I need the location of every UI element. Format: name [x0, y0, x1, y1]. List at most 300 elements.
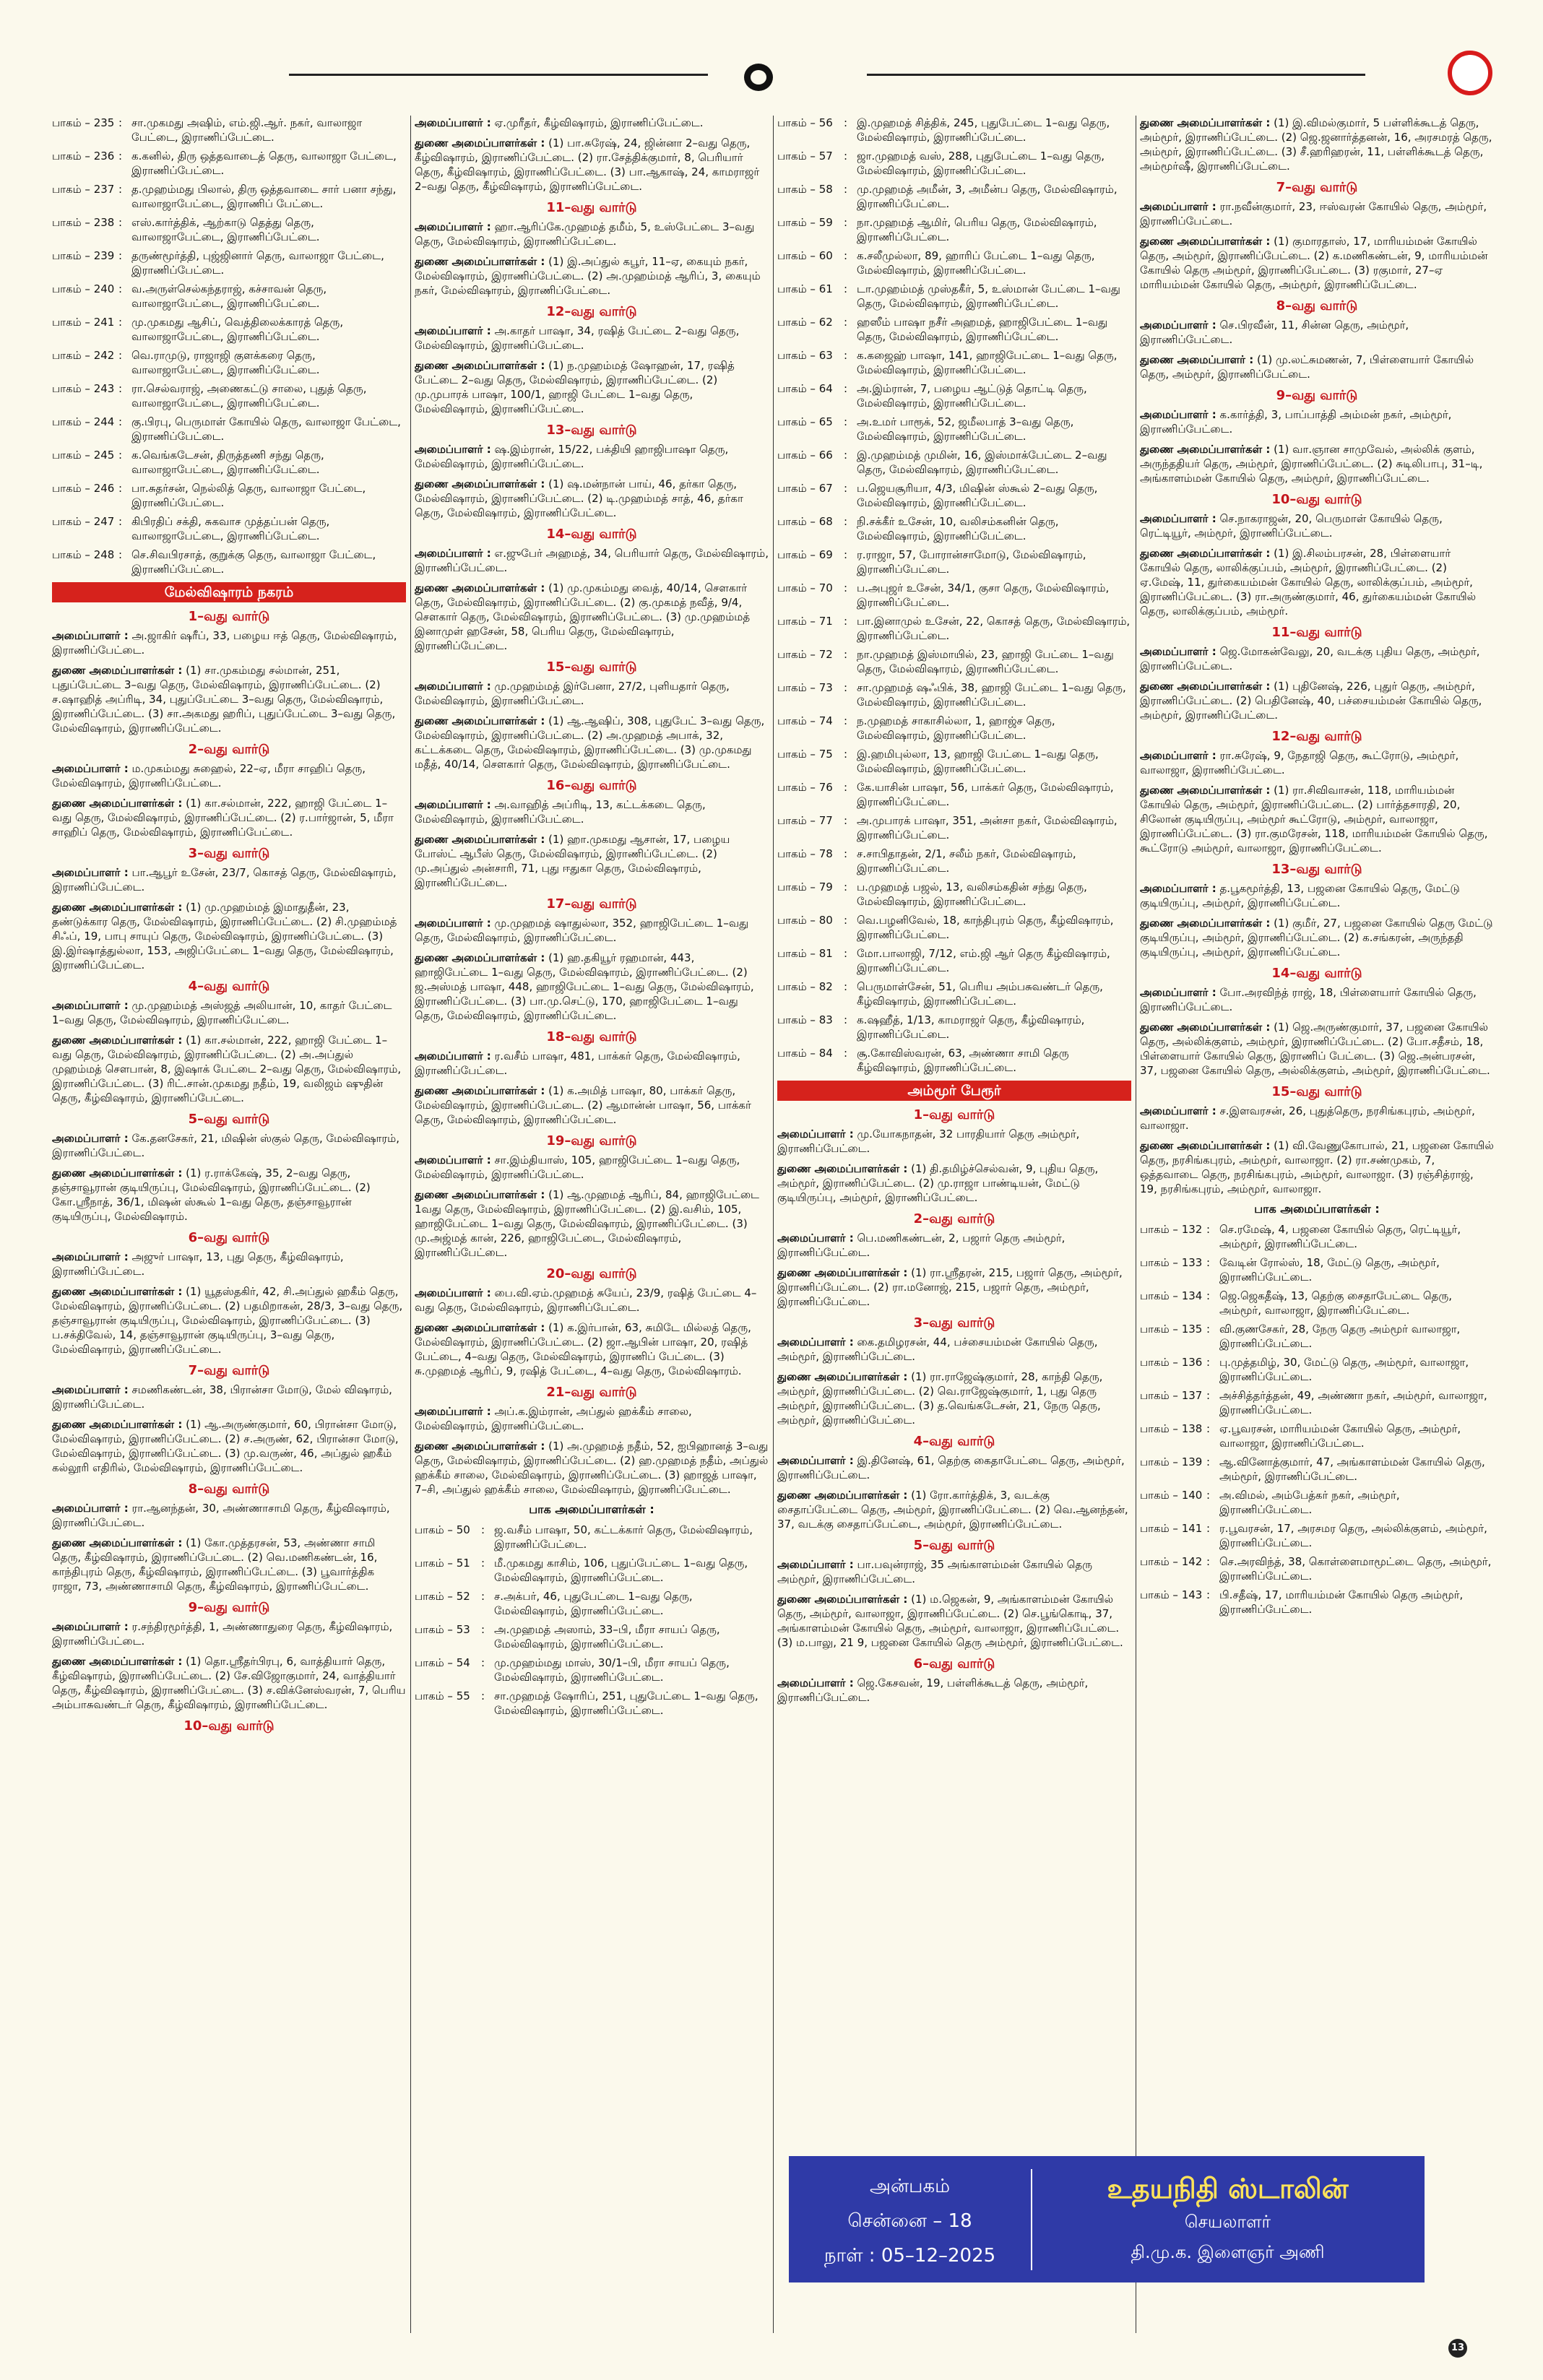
deputy-entry-value: (1) இ.சிலம்பரசன், 28, பிள்ளையார் கோயில் தெரு, லாலிக்குப்பம், அம்மூர், இராணிப்பேட்டை. (2) ஏ.மேஷ், 11, துர்கையம்மன் கோயில் தெரு, லாலிக்குப்பம், அம்மூர், இராணிப்பேட்டை. (3) ரா.அருண்குமார், 46, துர்கையம்மன் கோயில் தெரு, லாலிக்குப்பம், அம்மூர். — [1140, 547, 1477, 618]
organiser-entry-label: அமைப்பாளர் : — [1140, 319, 1216, 332]
organiser-entry-label: அமைப்பாளர் : — [1140, 645, 1216, 658]
deputy-entry-label: துணை அமைப்பாளர்கள் : — [415, 581, 545, 594]
booth-number: பாகம் – 75 — [777, 748, 833, 761]
ward-title: 13–வது வார்டு — [1271, 862, 1362, 877]
organiser-entry — [1140, 1104, 1494, 1133]
organiser-entry-label: அமைப்பாளர் : — [52, 1502, 129, 1515]
page-header — [51, 22, 1492, 116]
booth-number: பாகம் – 245 — [52, 449, 115, 462]
organiser-entry-value: ச.இளவரசன், 26, புதுத்தெரு, நரசிங்கபுரம், அம்மூர், வாலாஜா. — [1140, 1104, 1475, 1132]
organiser-entry-value: ரா.சுரேஷ், 9, நேதாஜி தெரு, கூட்ரோடு, அம்மூர், வாலாஜா, இராணிப்பேட்டை. — [1140, 749, 1459, 776]
ward-title: 17–வது வார்டு — [546, 896, 637, 912]
booth-row — [52, 182, 406, 211]
organiser-entry — [777, 1127, 1131, 1156]
organiser-entry — [415, 220, 769, 248]
deputy-entry — [1140, 546, 1494, 618]
organiser-entry-value: ம.முகம்மது சுஹைல், 22–ஏ, மீரா சாஹிப் தெரு, மேல்விஷாரம், இராணிப்பேட்டை. — [52, 762, 366, 789]
booth-text: ரா.செல்வராஜ், அணைகட்டு சாலை, புதுத் தெரு, வாலாஜாபேட்டை, இராணிப்பேட்டை. — [131, 382, 367, 410]
organiser-entry — [52, 1501, 406, 1530]
booth-number: பாகம் – 81 — [777, 947, 833, 960]
booth-separator: : — [481, 1557, 485, 1570]
booth-separator: : — [1206, 1522, 1211, 1535]
booth-separator: : — [844, 415, 848, 428]
deputy-entry-value: (1) க.இர்பான், 63, சுமிடே மில்லத் தெரு, மேல்விஷாரம், இராணிப்பேட்டை. (2) ஜா.ஆபின் பாஷா, 20, ரஷித் பேட்டை, 4–வது தெரு, மேல்விஷாரம், இராணிப் பேட்டை. (3) சு.முஹமத் ஆரிப், 9, ரஷித் பேட்டை, 4–வது தெரு, மேல்விஷாரம். — [415, 1321, 751, 1377]
deputy-entry-label: துணை அமைப்பாளர் : — [1140, 353, 1254, 366]
organiser-entry-value: சா.இம்தியாஸ், 105, ஹாஜிபேட்டை 1–வது தெரு, மேல்விஷாரம், இராணிப்பேட்டை. — [415, 1154, 740, 1181]
booth-separator: : — [1206, 1455, 1211, 1468]
ward-title: 2–வது வார்டு — [913, 1211, 995, 1226]
organiser-entry-value: பா.பவுன்ராஜ், 35 அங்காளம்மன் கோயில் தெரு அம்மூர், இராணிப்பேட்டை. — [777, 1558, 1093, 1585]
booth-number: பாகம் – 72 — [777, 648, 833, 661]
booth-separator: : — [1206, 1289, 1211, 1302]
header-rule-left — [289, 74, 708, 76]
sign-signatory — [1031, 2156, 1425, 2282]
deputy-entry — [415, 1320, 769, 1378]
booth-separator: : — [118, 482, 123, 495]
booth-text: டா.முஹம்மத் முஸ்தகீர், 5, உஸ்மான் பேட்டை 1–வது தெரு, மேல்விஷாரம், இராணிப்பேட்டை. — [857, 282, 1120, 310]
booth-number: பாகம் – 243 — [52, 382, 115, 395]
booth-row — [777, 647, 1131, 676]
ward-title: 18–வது வார்டு — [546, 1029, 637, 1044]
deputy-entry-value: (1) மு.முஹம்மத் இமாதுதீன், 23, தண்டுக்கார தெரு, மேல்விஷாரம், இராணிப்பேட்டை. (2) சி.முஹம்மத் சிஃப், 19, பாபு சாயுப் தெரு, மேல்விஷாரம், இராணிப்பேட்டை. (3) இ.இர்ஷாத்துல்லா, 153, அஜிப்பேட்டை 1–வது தெரு, மேல்விஷாரம், இராணிப்பேட்டை. — [52, 901, 397, 972]
booth-text: ப.முஹமத் பஜல், 13, வலிசம்கதின் சந்து தெரு, மேல்விஷாரம், இராணிப்பேட்டை. — [857, 880, 1087, 908]
booth-text: சா.முஹமத் ஷஃபிக், 38, ஹாஜி பேட்டை 1–வது தெரு, மேல்விஷாரம், இராணிப்பேட்டை. — [857, 681, 1126, 709]
booth-text: ஹஸீம் பாஷா நசீர் அஹமத், ஹாஜிபேட்டை 1–வது தெரு, மேல்விஷாரம், இராணிப்பேட்டை. — [857, 316, 1108, 343]
deputy-entry-label: துணை அமைப்பாளர்கள் : — [52, 1167, 183, 1180]
organiser-entry — [1140, 881, 1494, 910]
booth-row — [777, 448, 1131, 477]
deputy-entry-label: துணை அமைப்பாளர்கள் : — [777, 1593, 908, 1606]
booth-text: இ.முஹமத் சித்திக், 245, புதுபேட்டை 1–வது தெரு, மேல்விஷாரம், இராணிப்பேட்டை. — [857, 116, 1110, 144]
header-rule-right — [867, 74, 1365, 76]
ward-title: 8–வது வார்டு — [1276, 298, 1358, 313]
booth-number: பாகம் – 134 — [1140, 1289, 1203, 1302]
deputy-entry-label: துணை அமைப்பாளர்கள் : — [415, 359, 545, 372]
booth-text: அ.உமர் பாரூக், 52, ஜமீலபாத் 3–வது தெரு, மேல்விஷாரம், இராணிப்பேட்டை. — [857, 415, 1074, 443]
ward-title: 19–வது வார்டு — [546, 1133, 637, 1148]
booth-separator: : — [118, 116, 123, 129]
booth-number: பாகம் – 64 — [777, 382, 833, 395]
organiser-entry-label: அமைப்பாளர் : — [52, 999, 129, 1012]
organiser-entry-label: அமைப்பாளர் : — [777, 1454, 854, 1467]
organiser-entry — [1140, 985, 1494, 1014]
booth-separator: : — [844, 183, 848, 196]
organiser-entry-label: அமைப்பாளர் : — [1140, 512, 1216, 525]
booth-row — [777, 581, 1131, 610]
ward-title: 6–வது வார்டு — [913, 1656, 995, 1671]
booth-separator: : — [118, 349, 123, 362]
booth-text: மு.முஹமத் அமீன், 3, அமீன்ப தெரு, மேல்விஷாரம், இராணிப்பேட்டை. — [857, 183, 1118, 210]
ward-title: 16–வது வார்டு — [546, 778, 637, 793]
booth-number: பாகம் – 84 — [777, 1047, 833, 1060]
deputy-entry-label: துணை அமைப்பாளர்கள் : — [415, 1440, 545, 1453]
booth-text: பா.சுதர்சன், நெல்லித் தெரு, வாலாஜா பேட்டை, இராணிப்பேட்டை. — [131, 482, 366, 509]
organiser-entry-label: அமைப்பாளர் : — [777, 1336, 854, 1349]
organiser-entry-value: ஜெ.மோகன்வேலு, 20, வடக்கு புதிய தெரு, அம்மூர், இராணிப்பேட்டை. — [1140, 645, 1480, 672]
deputy-entry — [1140, 1138, 1494, 1196]
booth-text: ஆ.வினோத்குமார், 47, அங்காளம்மன் கோயில் தெரு, அம்மூர், இராணிப்பேட்டை. — [1219, 1455, 1485, 1483]
booth-number: பாகம் – 79 — [777, 880, 833, 893]
deputy-entry — [777, 1161, 1131, 1205]
booth-number: பாகம் – 63 — [777, 349, 833, 362]
deputy-entry-value: (1) ஹா.முகமது ஆசான், 17, பழைய போஸ்ட் ஆபீஸ் தெரு, மேல்விஷாரம், இராணிப்பேட்டை. (2) மு.அப்துல் அன்சாரி, 71, புது ஈதுகா தெரு, மேல்விஷாரம், இராணிப்பேட்டை. — [415, 833, 730, 889]
organiser-entry-label: அமைப்பாளர் : — [415, 1286, 491, 1299]
column-divider — [773, 116, 774, 2333]
organiser-entry-label: அமைப்பாளர் : — [1140, 986, 1216, 999]
organiser-entry-label: அமைப்பாளர் : — [1140, 1104, 1216, 1117]
organiser-entry — [52, 998, 406, 1027]
deputy-entry-value: (1) வி.வேணுகோபால், 21, பஜனை கோயில் தெரு, நரசிங்கபுரம், அம்மூர், வாலாஜா. (2) ரா.சண்முகம், 7, ஒத்தவாடை தெரு, நரசிங்கபுரம், அம்மூர், வாலாஜா. (3) ரஞ்சித்ராஜ், 19, நரசிங்கபுரம், அம்மூர், வாலாஜா. — [1140, 1139, 1494, 1195]
deputy-entry-value: (1) இ.அப்துல் கபூர், 11–ஏ, கையும் நகர், மேல்விஷாரம், இராணிப்பேட்டை. (2) அ.முஹம்மத் ஆரிப், 3, கையும் நகர், மேல்விஷாரம், இராணிப்பேட்டை. — [415, 255, 761, 297]
booth-number: பாகம் – 248 — [52, 548, 115, 561]
booth-text: பா.இனாமுல் உசேன், 22, கொசத் தெரு, மேல்விஷாரம், இராணிப்பேட்டை. — [857, 615, 1131, 642]
booth-number: பாகம் – 237 — [52, 183, 115, 196]
organiser-entry-value: ர.சந்திரமூர்த்தி, 1, அண்ணாதுரை தெரு, கீழ்விஷாரம், இராணிப்பேட்டை. — [52, 1620, 393, 1648]
organiser-entry-label: அமைப்பாளர் : — [1140, 200, 1216, 213]
organiser-entry — [415, 116, 769, 130]
deputy-entry-value: (1) தொ.ஸ்ரீதர்பிரபு, 6, வாத்தியார் தெரு, கீழ்விஷாரம், இராணிப்பேட்டை. (2) சே.விஜோகுமார், 24, வாத்தியார் தெரு, கீழ்விஷாரம், இராணிப்பேட்டை. (3) ச.விக்னேஸ்வரன், 7, பெரிய அம்பாசுவண்டர் தெரு, கீழ்விஷாரம், இராணிப்பேட்டை. — [52, 1655, 406, 1711]
page-number: 13 — [1448, 2339, 1467, 2358]
organiser-entry — [777, 1453, 1131, 1482]
ward-title: 11–வது வார்டு — [546, 200, 637, 215]
organiser-entry — [777, 1335, 1131, 1364]
booth-row — [1140, 1421, 1494, 1450]
booth-text: அ.விமல், அம்பேத்கர் நகர், அம்மூர், இராணிப்பேட்டை. — [1219, 1489, 1400, 1516]
booth-number: பாகம் – 142 — [1140, 1555, 1203, 1568]
deputy-entry — [52, 1284, 406, 1356]
booth-separator: : — [118, 150, 123, 163]
booth-text: ஜ.வசீம் பாஷா, 50, கட்டக்கார் தெரு, மேல்விஷாரம், இராணிப்பேட்டை. — [494, 1523, 753, 1551]
booth-text: ர.ராஜா, 57, போரான்சாமோடு, மேல்விஷாரம், இராணிப்பேட்டை. — [857, 548, 1086, 576]
booth-text: த.முஹம்மது பிலால், திரு ஒத்தவாடை சார் பனா சந்து, வாலாஜாபேட்டை, இராணிப் பேட்டை. — [131, 183, 397, 210]
booth-separator: : — [481, 1656, 485, 1669]
booth-text: மு.முகமது ஆசிப், வெத்திலைக்காரத் தெரு, வாலாஜாபேட்டை, இராணிப்பேட்டை. — [131, 316, 344, 343]
booth-row — [52, 149, 406, 178]
deputy-entry-value: (1) யூதஸ்தகிர், 42, சி.அப்துல் ஹகீம் தெரு, மேல்விஷாரம், இராணிப்பேட்டை. (2) பதமிறாகன், 28/3, 3–வது தெரு, தஞ்சாவூரான் குடியிருப்பு, மேல்விஷாரம், இராணிப்பேட்டை. (3) ப.சக்திவேல், 14, தஞ்சாவூரான் குடியிருப்பு, 3–வது தெரு, மேல்விஷாரம், இராணிப்பேட்டை. — [52, 1285, 403, 1356]
deputy-entry-value: (1) ஹ.தகியூர் ரஹமான், 443, ஹாஜிபேட்டை 1–வது தெரு, மேல்விஷாரம், இராணிப்பேட்டை. (2) ஜ.அஸ்மத் பாஷா, 448, ஹாஜிபேட்டை 1–வது தெரு, மேல்விஷாரம், இராணிப்பேட்டை. (3) பா.மு.செட்டு, 170, ஹாஜிபேட்டை 1–வது தெரு, மேல்விஷாரம், இராணிப்பேட்டை. — [415, 951, 754, 1022]
booth-number: பாகம் – 52 — [415, 1590, 470, 1603]
booth-row — [777, 880, 1131, 909]
ward-title: 20–வது வார்டு — [546, 1266, 637, 1281]
organiser-entry-label: அமைப்பாளர் : — [415, 220, 491, 233]
booth-text: கு.பிரபு, பெருமாள் கோயில் தெரு, வாலாஜா பேட்டை, இராணிப்பேட்டை. — [131, 415, 401, 443]
booth-separator: : — [118, 449, 123, 462]
area-banner: அம்மூர் பேரூர் — [777, 1081, 1131, 1101]
booth-separator: : — [844, 781, 848, 794]
booth-row — [777, 182, 1131, 211]
booth-separator: : — [1206, 1555, 1211, 1568]
booth-separator: : — [844, 449, 848, 462]
page-body — [52, 116, 1494, 2333]
deputy-entry-label: துணை அமைப்பாளர்கள் : — [1140, 784, 1271, 797]
organiser-entry-value: பா.ஆபூர் உசேன், 23/7, கொசத் தெரு, மேல்விஷாரம், இராணிப்பேட்டை. — [52, 866, 397, 893]
booth-number: பாகம் – 73 — [777, 681, 833, 694]
deputy-entry — [415, 714, 769, 771]
organiser-entry-label: அமைப்பாளர் : — [415, 324, 491, 337]
deputy-entry-value: (1) குமாரதாஸ், 17, மாரியம்மன் கோயில் தெரு, அம்மூர், இராணிப்பேட்டை. (2) க.மணிகண்டன், 9, மாரியம்மன் கோயில் தெரு அம்மூர், இராணிப்பேட்டை. (3) ரகுமார், 27–ஏ மாரியம்மன் கோயில் தெரு, அம்மூர், இராணிப்பேட்டை. — [1140, 235, 1488, 291]
booth-separator: : — [1206, 1489, 1211, 1502]
deputy-entry-value: (1) கோ.முத்தரசன், 53, அண்ணா சாமி தெரு, கீழ்விஷாரம், இராணிப்பேட்டை. (2) வெ.மணிகண்டன், 16, காந்திபுரம் தெரு, கீழ்விஷாரம், இராணிப்பேட்டை. (3) பூவார்த்திக ராஜா, 73, அண்ணாசாமி தெரு, கீழ்விஷாரம், இராணிப்பேட்டை. — [52, 1536, 378, 1593]
booth-separator: : — [481, 1689, 485, 1702]
booth-number: பாகம் – 55 — [415, 1689, 470, 1702]
booth-number: பாகம் – 82 — [777, 980, 833, 993]
column-1 — [52, 116, 406, 2333]
deputy-entry-label: துணை அமைப்பாளர்கள் : — [1140, 680, 1271, 693]
organiser-entry — [415, 324, 769, 352]
organiser-entry-label: அமைப்பாளர் : — [52, 762, 129, 775]
deputy-entry — [777, 1488, 1131, 1531]
booth-number: பாகம் – 138 — [1140, 1422, 1203, 1435]
booth-separator: : — [844, 150, 848, 163]
booth-separator: : — [844, 1013, 848, 1026]
organiser-entry-value: ஜெ.கேசவன், 19, பள்ளிக்கூடத் தெரு, அம்மூர், இராணிப்பேட்டை. — [777, 1676, 1089, 1704]
booth-row — [52, 248, 406, 277]
organiser-entry-value: பெ.மணிகண்டன், 2, பஜார் தெரு அம்மூர், இராணிப்பேட்டை. — [777, 1232, 1066, 1259]
booth-number: பாகம் – 50 — [415, 1523, 470, 1536]
deputy-entry-value: (1) பா.சுரேஷ், 24, ஜின்னா 2–வது தெரு, கீழ்விஷாரம், இராணிப்பேட்டை. (2) ரா.சேத்திக்குமார், 8, பெரியார் தெரு, கீழ்விஷாரம், இராணிப்பேட்டை. (3) பா.ஆகாஷ், 24, காமராஜர் 2–வது தெரு, கீழ்விஷாரம், இராணிப்பேட்டை. — [415, 137, 760, 193]
booth-text: தருண்மூர்த்தி, புஜ்ஜினார் தெரு, வாலாஜா பேட்டை, இராணிப்பேட்டை. — [131, 249, 384, 277]
organiser-entry-value: ரா.நவீன்குமார், 23, ஈஸ்வரன் கோயில் தெரு, அம்மூர், இராணிப்பேட்டை. — [1140, 200, 1487, 228]
booth-number: பாகம் – 244 — [52, 415, 115, 428]
booth-separator: : — [844, 548, 848, 561]
ward-title: 13–வது வார்டு — [546, 423, 637, 438]
booth-separator: : — [118, 548, 123, 561]
organiser-entry-label: அமைப்பாளர் : — [415, 443, 491, 456]
booth-separator: : — [1206, 1422, 1211, 1435]
organiser-entry-label: அமைப்பாளர் : — [415, 1405, 491, 1418]
booth-separator: : — [844, 681, 848, 694]
booth-number: பாகம் – 143 — [1140, 1588, 1203, 1601]
ward-title: 3–வது வார்டு — [913, 1315, 995, 1330]
organiser-entry-value: அப்.க.இம்ரான், அப்துல் ஹக்கீம் சாலை, மேல்விஷாரம், இராணிப்பேட்டை. — [415, 1405, 692, 1432]
organiser-entry-value: அ.காதர் பாஷா, 34, ரஷித் பேட்டை 2–வது தெரு, மேல்விஷாரம், இராணிப்பேட்டை. — [415, 324, 740, 352]
booth-number: பாகம் – 133 — [1140, 1256, 1203, 1269]
ward-title: 15–வது வார்டு — [1271, 1084, 1362, 1099]
organiser-entry-value: ரா.ஆனந்தன், 30, அண்ணாசாமி தெரு, கீழ்விஷாரம், இராணிப்பேட்டை. — [52, 1502, 390, 1529]
booth-row — [415, 1622, 769, 1651]
booth-text: ஜா.முஹமத் வஸ், 288, புதுபேட்டை 1–வது தெரு, மேல்விஷாரம், இராணிப்பேட்டை. — [857, 150, 1105, 177]
booth-number: பாகம் – 78 — [777, 847, 833, 860]
booth-heading: பாக அமைப்பாளர்கள் : — [1254, 1202, 1380, 1216]
booth-number: பாகம் – 235 — [52, 116, 115, 129]
booth-row — [52, 348, 406, 377]
booth-number: பாகம் – 74 — [777, 714, 833, 727]
booth-number: பாகம் – 83 — [777, 1013, 833, 1026]
ward-title: 4–வது வார்டு — [188, 979, 270, 994]
organiser-entry-label: அமைப்பாளர் : — [1140, 882, 1216, 895]
booth-row — [1140, 1521, 1494, 1550]
booth-separator: : — [844, 814, 848, 827]
deputy-entry-value: (1) ரோ.கார்த்திக், 3, வடக்கு சைதாப்பேட்டை தெரு, அம்மூர், இராணிப்பேட்டை. (2) வெ.ஆனந்தன், 37, வடக்கு சைதாப்பேட்டை, அம்மூர், இராணிப்பேட்டை. — [777, 1489, 1128, 1531]
booth-number: பாகம் – 241 — [52, 316, 115, 329]
organiser-entry — [52, 761, 406, 790]
organiser-entry-value: மு.முஹமத் ஷாதுல்லா, 352, ஹாஜிபேட்டை 1–வது தெரு, மேல்விஷாரம், இராணிப்பேட்டை. — [415, 917, 749, 944]
organiser-entry — [777, 1676, 1131, 1705]
booth-row — [1140, 1355, 1494, 1384]
ward-title: 2–வது வார்டு — [188, 742, 270, 757]
deputy-entry — [52, 1654, 406, 1712]
organiser-entry — [415, 797, 769, 826]
booth-separator: : — [118, 249, 123, 262]
booth-text: க.கனில், திரு ஒத்தவாடைத் தெரு, வாலாஜா பேட்டை, இராணிப்பேட்டை. — [131, 150, 397, 177]
deputy-entry — [52, 900, 406, 972]
booth-row — [777, 149, 1131, 178]
booth-text: ந.முஹமத் சாகாசில்லா, 1, ஹாஜ்ச தெரு, மேல்விஷாரம், இராணிப்பேட்டை. — [857, 714, 1055, 742]
deputy-entry-label: துணை அமைப்பாளர்கள் : — [52, 1034, 183, 1047]
booth-text: ச.அக்பர், 46, புதுபேட்டை 1–வது தெரு, மேல்விஷாரம், இராணிப்பேட்டை. — [494, 1590, 693, 1617]
deputy-entry — [1140, 679, 1494, 722]
deputy-entry — [777, 1369, 1131, 1427]
booth-separator: : — [1206, 1389, 1211, 1402]
booth-separator: : — [844, 249, 848, 262]
booth-separator: : — [844, 316, 848, 329]
booth-row — [415, 1589, 769, 1618]
booth-number: பாகம் – 68 — [777, 515, 833, 528]
booth-number: பாகம் – 139 — [1140, 1455, 1203, 1468]
organiser-entry — [415, 1153, 769, 1182]
booth-text: வேடின் ரோல்ஸ், 18, மேட்டு தெரு, அம்மூர், இராணிப்பேட்டை. — [1219, 1256, 1440, 1284]
deputy-entry — [415, 581, 769, 653]
booth-text: செ.அரவிந்த், 38, கொள்ளைமாமூட்டை தெரு, அம்மூர், இராணிப்பேட்டை. — [1219, 1555, 1492, 1583]
booth-row — [777, 315, 1131, 344]
sign-date: நாள் : 05–12–2025 — [824, 2245, 996, 2267]
booth-row — [777, 747, 1131, 776]
booth-row — [777, 913, 1131, 942]
booth-number: பாகம் – 239 — [52, 249, 115, 262]
organiser-entry — [52, 1382, 406, 1411]
booth-row — [1140, 1322, 1494, 1351]
booth-row — [52, 548, 406, 576]
booth-row — [777, 481, 1131, 510]
booth-number: பாகம் – 70 — [777, 581, 833, 594]
booth-separator: : — [844, 880, 848, 893]
booth-row — [777, 248, 1131, 277]
ward-title: 14–வது வார்டு — [1271, 966, 1362, 981]
ward-title: 12–வது வார்டு — [546, 304, 637, 319]
organiser-entry-label: அமைப்பாளர் : — [415, 116, 491, 129]
party-emblem-icon — [744, 64, 773, 91]
booth-row — [777, 847, 1131, 875]
deputy-entry-label: துணை அமைப்பாளர்கள் : — [1140, 235, 1271, 248]
booth-text: பி.சதீஷ், 17, மாரியம்மன் கோயில் தெரு அம்மூர், இராணிப்பேட்டை. — [1219, 1588, 1464, 1616]
booth-separator: : — [844, 615, 848, 628]
organiser-entry — [415, 1286, 769, 1315]
booth-text: அச்சித்தர்த்தன், 49, அண்ணா நகர், அம்மூர், வாலாஜா, இராணிப்பேட்டை. — [1219, 1389, 1487, 1416]
deputy-entry-label: துணை அமைப்பாளர்கள் : — [777, 1162, 908, 1175]
deputy-entry — [1140, 442, 1494, 485]
booth-number: பாகம் – 240 — [52, 282, 115, 295]
booth-text: சா.முஹமத் ஷோரிப், 251, புதுபேட்டை 1–வது தெரு, மேல்விஷாரம், இராணிப்பேட்டை. — [494, 1689, 758, 1717]
deputy-entry — [415, 1187, 769, 1260]
booth-separator: : — [118, 415, 123, 428]
booth-separator: : — [1206, 1356, 1211, 1369]
organiser-entry — [415, 546, 769, 575]
booth-row — [52, 282, 406, 311]
ward-title: 14–வது வார்டு — [546, 527, 637, 542]
booth-separator: : — [844, 847, 848, 860]
booth-separator: : — [118, 282, 123, 295]
booth-row — [52, 448, 406, 477]
deputy-entry-label: துணை அமைப்பாளர்கள் : — [52, 901, 183, 914]
booth-separator: : — [1206, 1256, 1211, 1269]
booth-row — [777, 946, 1131, 975]
booth-text: ஜெ.ஜெகதீஷ், 13, தெற்கு சைதாபேட்டை தெரு, அம்மூர், வாலாஜா, இராணிப்பேட்டை. — [1219, 1289, 1452, 1317]
booth-separator: : — [481, 1523, 485, 1536]
booth-text: பு.முத்தமிழ், 30, மேட்டு தெரு, அம்மூர், வாலாஜா, இராணிப்பேட்டை. — [1219, 1356, 1469, 1383]
booth-separator: : — [118, 316, 123, 329]
booth-text: அ.இம்ரான், 7, பழைய ஆட்டுத் தொட்டி தெரு, மேல்விஷாரம், இராணிப்பேட்டை. — [857, 382, 1087, 410]
deputy-entry-label: துணை அமைப்பாளர்கள் : — [415, 714, 545, 727]
booth-row — [52, 481, 406, 510]
deputy-entry — [1140, 783, 1494, 855]
deputy-entry-label: துணை அமைப்பாளர்கள் : — [1140, 1139, 1271, 1152]
organiser-entry — [1140, 318, 1494, 347]
booth-row — [777, 813, 1131, 842]
deputy-entry-value: (1) ஜெ.அருண்குமார், 37, பஜனை கோயில் தெரு, அல்லிக்குளம், அம்மூர், இராணிப்பேட்டை. (2) போ.சதீசம், 18, பிள்ளையார் கோயில் தெரு, இராணிப் பேட்டை. (3) ஜெ.அன்பரசன், 37, பஜனை கோயில் தெரு, அல்லிக்குளம், அம்மூர், இராணிப்பேட்டை. — [1140, 1021, 1490, 1077]
organiser-entry-label: அமைப்பாளர் : — [777, 1558, 854, 1571]
ward-title: 8–வது வார்டு — [188, 1481, 270, 1497]
organiser-entry-label: அமைப்பாளர் : — [415, 680, 491, 693]
deputy-entry — [1140, 352, 1494, 381]
booth-number: பாகம் – 238 — [52, 216, 115, 229]
deputy-entry — [415, 951, 769, 1023]
booth-separator: : — [481, 1623, 485, 1636]
booth-row — [777, 1046, 1131, 1075]
booth-number: பாகம் – 141 — [1140, 1522, 1203, 1535]
booth-row — [777, 548, 1131, 576]
organiser-entry — [777, 1557, 1131, 1586]
booth-number: பாகம் – 62 — [777, 316, 833, 329]
booth-text: ப.ஜெயசூரியா, 4/3, மிஷின் ஸ்கூல் 2–வது தெரு, மேல்விஷாரம், இராணிப்பேட்டை. — [857, 482, 1098, 509]
booth-row — [1140, 1488, 1494, 1517]
deputy-entry — [415, 477, 769, 520]
signature-box — [789, 2156, 1425, 2282]
booth-text: ச.சாபிதாதன், 2/1, சலீம் நகர், மேல்விஷாரம், இராணிப்பேட்டை. — [857, 847, 1076, 875]
booth-number: பாகம் – 61 — [777, 282, 833, 295]
deputy-entry-value: (1) சா.முகம்மது சல்மான், 251, புதுப்பேட்டை 3–வது தெரு, மேல்விஷாரம், இராணிப்பேட்டை. (2) ச.ஷாஹித் அப்ரிடி, 34, புதுப்பேட்டை 3–வது தெரு, மேல்விஷாரம், இராணிப்பேட்டை. (3) சா.அகமது ஹரிப், புதுப்பேட்டை 3–வது தெரு, மேல்விஷாரம், இராணிப்பேட்டை. — [52, 664, 396, 735]
deputy-entry-label: துணை அமைப்பாளர்கள் : — [777, 1370, 908, 1383]
organiser-entry-label: அமைப்பாளர் : — [52, 629, 129, 642]
deputy-entry-label: துணை அமைப்பாளர்கள் : — [777, 1266, 908, 1279]
booth-row — [52, 116, 406, 144]
booth-number: பாகம் – 76 — [777, 781, 833, 794]
booth-row — [777, 514, 1131, 543]
booth-separator: : — [844, 1047, 848, 1060]
booth-row — [415, 1556, 769, 1585]
ward-title: 4–வது வார்டு — [913, 1434, 995, 1449]
booth-row — [777, 215, 1131, 244]
ward-title: 3–வது வார்டு — [188, 846, 270, 861]
organiser-entry-value: சமணிகண்டன், 38, பிரான்சா மோடு, மேல் விஷாரம், இராணிப்பேட்டை. — [52, 1383, 392, 1411]
deputy-entry-label: துணை அமைப்பாளர்கள் : — [415, 833, 545, 846]
organiser-entry — [415, 916, 769, 945]
organiser-entry-value: எ.ஜுபேர் அஹமத், 34, பெரியார் தெரு, மேல்விஷாரம், இராணிப்பேட்டை. — [415, 547, 769, 574]
booth-row — [52, 514, 406, 543]
booth-number: பாகம் – 236 — [52, 150, 115, 163]
deputy-entry — [415, 1439, 769, 1497]
deputy-entry-value: (1) குமீர், 27, பஜனை கோயில் தெரு மேட்டு குடியிருப்பு, அம்மூர், இராணிப்பேட்டை. (2) க.சங்கரன், அருந்ததி குடியிருப்பு, அம்மூர், இராணிப்பேட்டை. — [1140, 917, 1493, 959]
deputy-entry — [415, 1083, 769, 1127]
organiser-entry — [1140, 199, 1494, 228]
booth-row — [52, 415, 406, 443]
deputy-entry-value: (1) ஆ.ஆஷிப், 308, புதுபேட் 3–வது தெரு, மேல்விஷாரம், இராணிப்பேட்டை. (2) அ.முஹமத் அபாக், 32, கட்டக்கடை தெரு, மேல்விஷாரம், இராணிப்பேட்டை. (3) மு.முகமது மதீத், 40/14, சௌகார் தெரு, மேல்விஷாரம், இராணிப்பேட்டை. — [415, 714, 765, 771]
organiser-entry-value: ஏ.முரீதர், கீழ்விஷாரம், இராணிப்பேட்டை. — [494, 116, 704, 129]
booth-text: வெ.பழனிவேல், 18, காந்திபுரம் தெரு, கீழ்விஷாரம், இராணிப்பேட்டை. — [857, 914, 1114, 941]
booth-number: பாகம் – 54 — [415, 1656, 470, 1669]
deputy-entry-label: துணை அமைப்பாளர்கள் : — [1140, 116, 1271, 129]
ward-title: 9–வது வார்டு — [188, 1600, 270, 1615]
booth-separator: : — [844, 482, 848, 495]
